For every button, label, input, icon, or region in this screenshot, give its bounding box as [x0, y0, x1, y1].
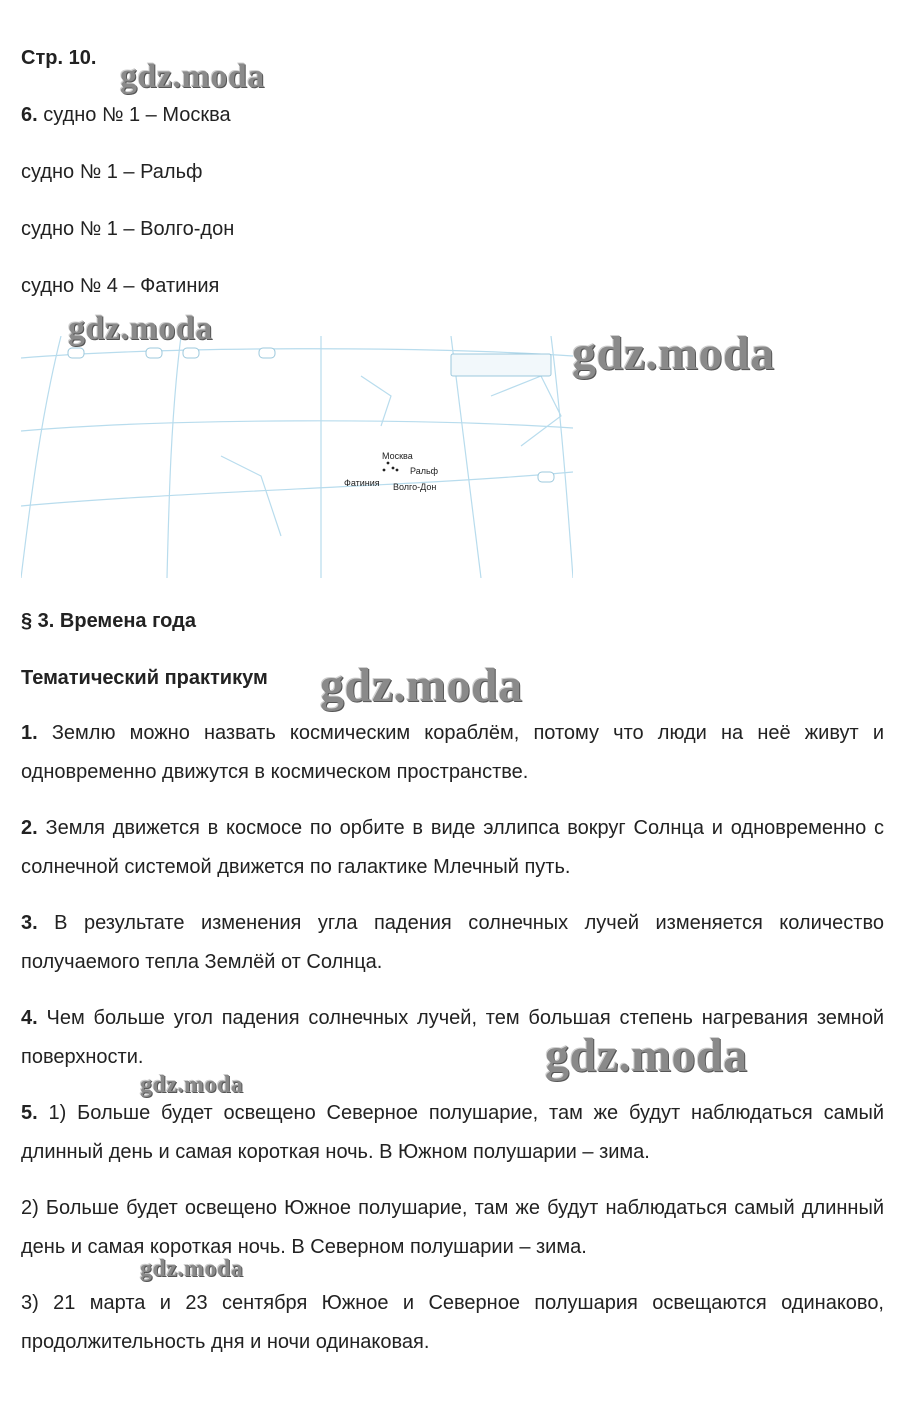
answer-5-part-3: 3) 21 марта и 23 сентября Южное и Северное полушария освещаются одинаково, продолжительность дня и ночи одинаковая.: [21, 1292, 884, 1353]
page-header: Стр. 10.: [21, 47, 97, 69]
map-label-volgodon: Волго-Дон: [393, 482, 437, 492]
map-label-ralf: Ральф: [410, 466, 439, 476]
answer-1: 1. Землю можно назвать космическим кораблём, потому что люди на неё живут и одновременно движутся в космическом пространстве.: [21, 722, 884, 783]
watermark: gdz.moda: [120, 58, 265, 95]
map-label-moscow: Москва: [382, 451, 413, 461]
watermark: gdz.moda: [140, 1072, 244, 1098]
map-image: [21, 336, 573, 578]
answer-4: 4. Чем больше угол падения солнечных лучей, тем большая степень нагревания земной поверхности.: [21, 1007, 884, 1068]
watermark: gdz.moda: [68, 310, 213, 347]
answer-5-part-1: 5. 1) Больше будет освещено Северное полушарие, там же будут наблюдаться самый длинный день и самая короткая ночь. В Южном полушарии – зима.: [21, 1102, 884, 1163]
answer-5-part-2: 2) Больше будет освещено Южное полушарие, там же будут наблюдаться самый длинный день и самая короткая ночь. В Северном полушарии – зима.: [21, 1197, 884, 1258]
ship-line-4: судно № 4 – Фатиния: [21, 275, 220, 297]
watermark: gdz.moda: [140, 1256, 244, 1282]
watermark: gdz.moda: [572, 327, 775, 380]
answer-2: 2. Земля движется в космосе по орбите в виде эллипса вокруг Солнца и одновременно с солнечной системой движется по галактике Млечный путь.: [21, 817, 884, 878]
ship-line-2: судно № 1 – Ральф: [21, 161, 203, 183]
watermark: gdz.moda: [320, 659, 523, 712]
watermark: gdz.moda: [545, 1029, 748, 1082]
ship-marks: [383, 462, 399, 472]
map-markers: [68, 348, 554, 482]
ship-line-3: судно № 1 – Волго-дон: [21, 218, 235, 240]
subsection-title: Тематический практикум: [21, 667, 268, 689]
section-title: § 3. Времена года: [21, 610, 196, 632]
answer-3: 3. В результате изменения угла падения солнечных лучей изменяется количество получаемого тепла Землёй от Солнца.: [21, 912, 884, 973]
ship-line-1: 6. судно № 1 – Москва: [21, 104, 231, 126]
map-label-fatinia: Фатиния: [344, 478, 380, 488]
